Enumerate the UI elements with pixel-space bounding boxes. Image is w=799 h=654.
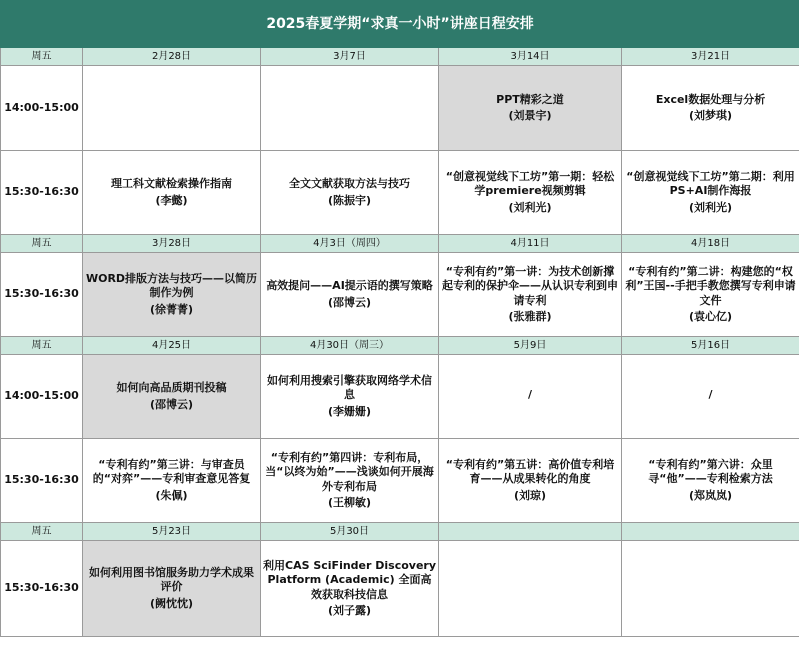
lecture-speaker: (郑岚岚): [688, 488, 733, 502]
lecture-cell: [622, 439, 799, 523]
lecture-cell: [439, 66, 622, 151]
lecture-speaker: (朱佩): [155, 488, 188, 502]
time-slot-row: [1, 253, 799, 337]
lecture-cell: [622, 253, 799, 337]
lecture-title: 高效提问——AI提示语的撰写策略: [266, 279, 433, 293]
lecture-title: “专利有约”第四讲：专利布局，当“以终为始”——浅谈如何开展海外专利布局: [265, 450, 434, 493]
date-cell: [622, 523, 799, 541]
lecture-title: “专利有约”第三讲：与审查员的“对弈”——专利审查意见答复: [92, 458, 251, 486]
date-cell: 3月28日: [83, 235, 261, 253]
lecture-cell: [439, 541, 622, 637]
date-cell: [439, 523, 622, 541]
lecture-cell: [439, 253, 622, 337]
date-cell: 4月25日: [83, 337, 261, 355]
time-slot-row: [1, 439, 799, 523]
lecture-cell: [261, 66, 439, 151]
lecture-speaker: (袁心亿): [688, 309, 733, 323]
time-slot-row: [1, 355, 799, 439]
lecture-title: /: [708, 388, 713, 402]
lecture-speaker: (刘利光): [688, 200, 733, 214]
lecture-title: WORD排版方法与技巧——以简历制作为例: [85, 272, 258, 300]
time-slot-row: [1, 151, 799, 235]
lecture-title: 如何向高品质期刊投稿: [116, 381, 227, 395]
lecture-cell: [622, 151, 799, 235]
date-cell: 5月9日: [439, 337, 622, 355]
lecture-title: “专利有约”第六讲：众里寻“他”——专利检索方法: [648, 458, 773, 486]
time-slot-label: 14:00-15:00: [1, 66, 83, 151]
time-slot-label: 15:30-16:30: [1, 439, 83, 523]
date-cell: 4月30日（周三）: [261, 337, 439, 355]
date-cell: 5月30日: [261, 523, 439, 541]
lecture-title: “专利有约”第一讲：为技术创新撑起专利的保护伞——从认识专利到申请专利: [442, 264, 618, 307]
lecture-cell: [622, 541, 799, 637]
time-slot-row: [1, 541, 799, 637]
date-cell: 3月14日: [439, 48, 622, 66]
lecture-title: 如何利用图书馆服务助力学术成果评价: [89, 566, 254, 594]
time-slot-row: [1, 66, 799, 151]
week-header-row: [1, 337, 799, 355]
lecture-cell: [83, 439, 261, 523]
lecture-cell: [261, 439, 439, 523]
lecture-speaker: (李姗姗): [327, 404, 372, 418]
lecture-speaker: (刘景宇): [508, 109, 552, 122]
lecture-cell: [439, 151, 622, 235]
lecture-speaker: (李懿): [155, 193, 188, 207]
date-cell: 4月11日: [439, 235, 622, 253]
date-cell: 4月18日: [622, 235, 799, 253]
lecture-cell: [83, 66, 261, 151]
lecture-cell: [261, 151, 439, 235]
lecture-speaker: (邵博云): [149, 397, 194, 411]
lecture-cell: [439, 439, 622, 523]
time-slot-label: 15:30-16:30: [1, 253, 83, 337]
lecture-title: “专利有约”第二讲：构建您的“权利”王国--手把手教您撰写专利申请文件: [625, 264, 796, 307]
lecture-title: Excel数据处理与分析: [655, 92, 766, 106]
schedule-title: 2025春夏学期“求真一小时”讲座日程安排: [1, 1, 799, 48]
lecture-title: 如何利用搜索引擎获取网络学术信息: [267, 374, 432, 402]
date-cell: 3月7日: [261, 48, 439, 66]
lecture-title: “创意视觉线下工坊”第一期：轻松学premiere视频剪辑: [445, 170, 615, 198]
lecture-speaker: (刘利光): [508, 200, 552, 214]
date-cell: 3月21日: [622, 48, 799, 66]
lecture-cell: [83, 541, 261, 637]
lecture-speaker: (陈振宇): [327, 193, 372, 207]
date-cell: 5月16日: [622, 337, 799, 355]
lecture-speaker: (刘琼): [513, 488, 547, 502]
lecture-title: 理工科文献检索操作指南: [111, 177, 232, 191]
lecture-cell: [622, 355, 799, 439]
lecture-speaker: (刘梦琪): [688, 109, 733, 122]
time-slot-label: 14:00-15:00: [1, 355, 83, 439]
date-cell: 4月3日（周四）: [261, 235, 439, 253]
date-cell: 5月23日: [83, 523, 261, 541]
lecture-speaker: (刘子露): [327, 603, 372, 617]
week-header-row: [1, 48, 799, 66]
week-header-row: [1, 523, 799, 541]
lecture-cell: [261, 541, 439, 637]
lecture-speaker: (徐菁菁): [149, 302, 194, 316]
lecture-title: 利用CAS SciFinder Discovery Platform (Academic) 全面高效获取科技信息: [263, 558, 437, 601]
lecture-cell: [83, 355, 261, 439]
lecture-title: /: [527, 388, 533, 402]
lecture-speaker: (王柳敏): [327, 495, 372, 509]
date-cell: 2月28日: [83, 48, 261, 66]
weekday-label: 周五: [1, 235, 83, 253]
weekday-label: 周五: [1, 523, 83, 541]
time-slot-label: 15:30-16:30: [1, 541, 83, 637]
lecture-cell: [83, 253, 261, 337]
lecture-title: “专利有约”第五讲：高价值专利培育——从成果转化的角度: [445, 458, 615, 486]
lecture-cell: [439, 355, 622, 439]
lecture-title: PPT精彩之道: [496, 92, 564, 106]
lecture-speaker: (邵博云): [327, 295, 372, 309]
title-row: [1, 1, 799, 48]
time-slot-label: 15:30-16:30: [1, 151, 83, 235]
weekday-label: 周五: [1, 337, 83, 355]
week-header-row: [1, 235, 799, 253]
lecture-cell: [622, 66, 799, 151]
lecture-cell: [83, 151, 261, 235]
lecture-speaker: (阙忱忱): [149, 596, 194, 610]
lecture-title: “创意视觉线下工坊”第二期：利用PS+AI制作海报: [626, 170, 795, 198]
lecture-cell: [261, 355, 439, 439]
weekday-label: 周五: [1, 48, 83, 66]
lecture-title: 全文文献获取方法与技巧: [289, 177, 410, 191]
lecture-speaker: (张雅群): [508, 309, 552, 323]
lecture-cell: [261, 253, 439, 337]
